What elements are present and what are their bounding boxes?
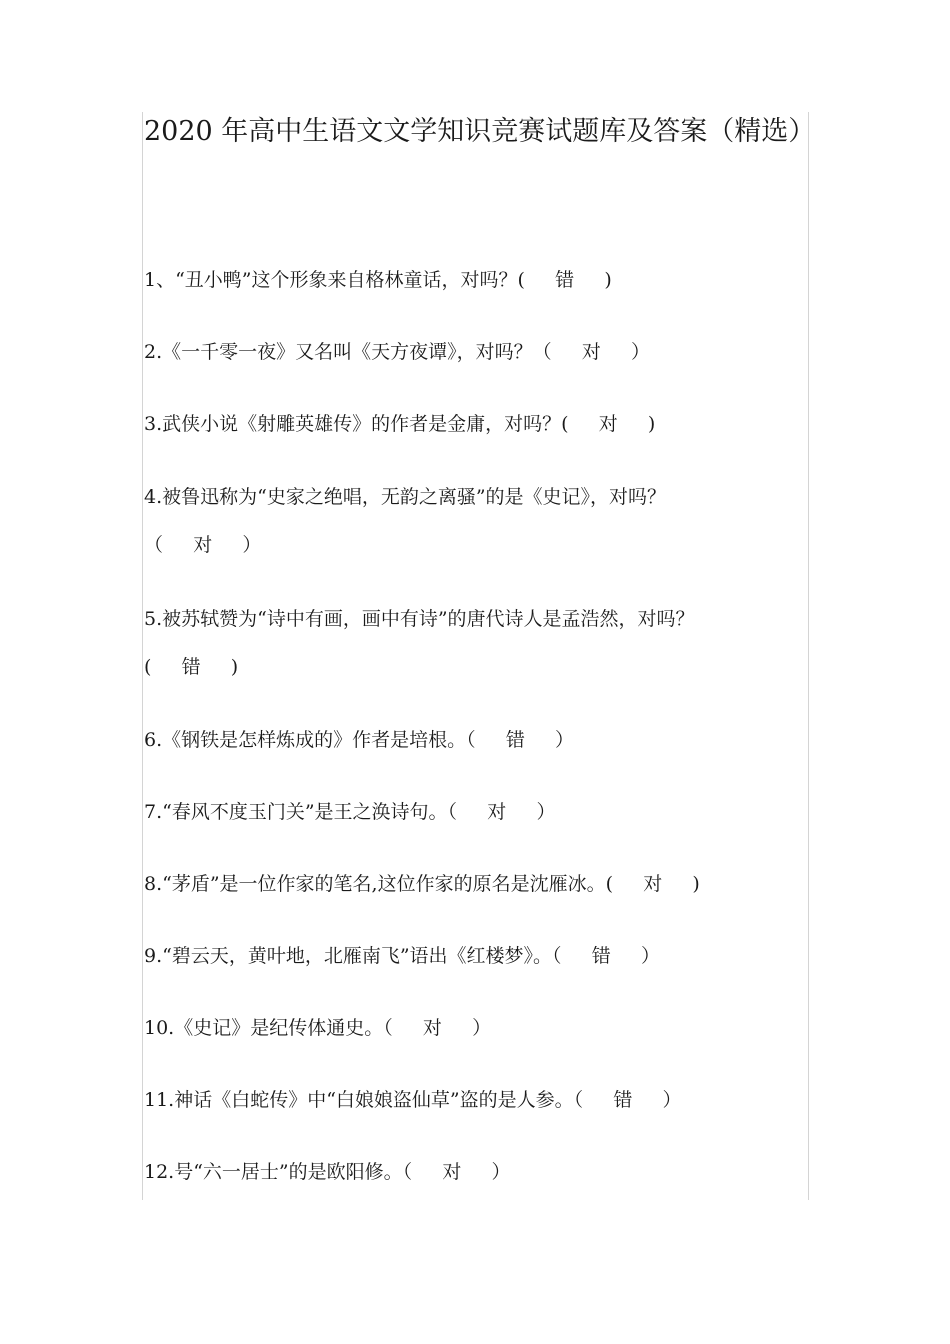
question-11 <box>144 1087 804 1113</box>
question-8 <box>144 871 804 897</box>
document-title: 2020 年高中生语文文学知识竞赛试题库及答案（精选） <box>144 116 816 147</box>
question-text: 11.神话《白蛇传》中“白娘娘盗仙草”盗的是人参。（ 错 ） <box>144 1089 682 1111</box>
page-frame-right-border <box>808 112 809 1200</box>
question-text: 6.《钢铁是怎样炼成的》作者是培根。（ 错 ） <box>144 729 575 751</box>
question-2 <box>144 339 804 365</box>
question-text: 8.“茅盾”是一位作家的笔名,这位作家的原名是沈雁冰。( 对 ) <box>144 873 700 895</box>
question-7 <box>144 799 804 825</box>
question-text: 2.《一千零一夜》又名叫《天方夜谭》，对吗？（ 对 ） <box>144 341 651 363</box>
question-5 <box>144 606 804 678</box>
question-text: 12.号“六一居士”的是欧阳修。（ 对 ） <box>144 1161 511 1183</box>
question-text: 3.武侠小说《射雕英雄传》的作者是金庸，对吗？( 对 ) <box>144 413 656 435</box>
question-answer-line: ( 错 ) <box>144 656 239 678</box>
question-text: 4.被鲁迅称为“史家之绝唱，无韵之离骚”的是《史记》，对吗？ <box>144 486 667 508</box>
question-answer-line: （ 对 ） <box>144 534 262 556</box>
question-10 <box>144 1015 804 1041</box>
question-3 <box>144 411 804 437</box>
question-text: 7.“春风不度玉门关”是王之涣诗句。（ 对 ） <box>144 801 556 823</box>
question-text: 10.《史记》是纪传体通史。（ 对 ） <box>144 1017 492 1039</box>
question-text: 5.被苏轼赞为“诗中有画，画中有诗”的唐代诗人是孟浩然，对吗？ <box>144 608 695 630</box>
question-text: 9.“碧云天，黄叶地，北雁南飞”语出《红楼梦》。（ 错 ） <box>144 945 660 967</box>
question-6 <box>144 727 804 753</box>
question-text: 1、“丑小鸭”这个形象来自格林童话，对吗？( 错 ) <box>144 269 612 291</box>
question-1 <box>144 267 804 293</box>
question-4 <box>144 484 804 556</box>
question-12 <box>144 1159 804 1185</box>
page-frame-left-border <box>142 112 143 1200</box>
question-9 <box>144 943 804 969</box>
